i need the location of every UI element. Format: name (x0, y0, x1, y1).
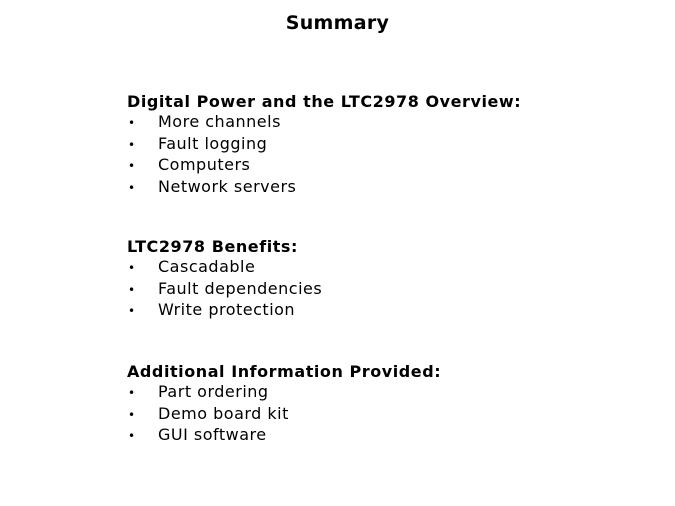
bullet-icon: • (128, 429, 136, 444)
bullet-item (127, 257, 322, 279)
bullet-item (127, 404, 441, 426)
bullet-icon: • (128, 116, 136, 130)
section-overview (127, 91, 521, 199)
section-heading: Digital Power and the LTC2978 Overview: (127, 92, 522, 111)
bullet-icon: • (128, 159, 136, 174)
bullet-icon: • (128, 137, 136, 152)
bullet-list (127, 112, 521, 199)
bullet-icon: • (128, 261, 136, 275)
section-benefits (127, 236, 322, 322)
section-heading: LTC2978 Benefits: (127, 237, 298, 256)
bullet-text: Network servers (158, 177, 297, 197)
bullet-item (127, 155, 521, 177)
bullet-icon: • (128, 386, 136, 400)
bullet-text: Fault logging (158, 133, 268, 153)
bullet-item (127, 279, 322, 301)
bullet-item (127, 425, 441, 447)
bullet-icon: • (128, 304, 136, 319)
bullet-item (127, 300, 322, 322)
slide-title: Summary (285, 12, 390, 34)
bullet-text: Computers (158, 155, 251, 175)
bullet-icon: • (128, 282, 136, 297)
bullet-text: Fault dependencies (158, 278, 323, 298)
bullet-text: Cascadable (158, 257, 256, 276)
section-additional-info (127, 361, 441, 447)
bullet-text: More channels (158, 112, 281, 131)
bullet-list (127, 257, 322, 322)
bullet-icon: • (128, 407, 136, 422)
bullet-text: GUI software (158, 425, 267, 445)
bullet-icon: • (128, 181, 136, 196)
bullet-item (127, 177, 521, 199)
bullet-item (127, 382, 441, 404)
section-heading: Additional Information Provided: (127, 362, 442, 381)
bullet-item (127, 134, 521, 156)
bullet-text: Write protection (158, 300, 296, 320)
bullet-item (127, 112, 521, 134)
bullet-list (127, 382, 441, 447)
bullet-text: Demo board kit (158, 403, 289, 423)
bullet-text: Part ordering (158, 382, 269, 401)
